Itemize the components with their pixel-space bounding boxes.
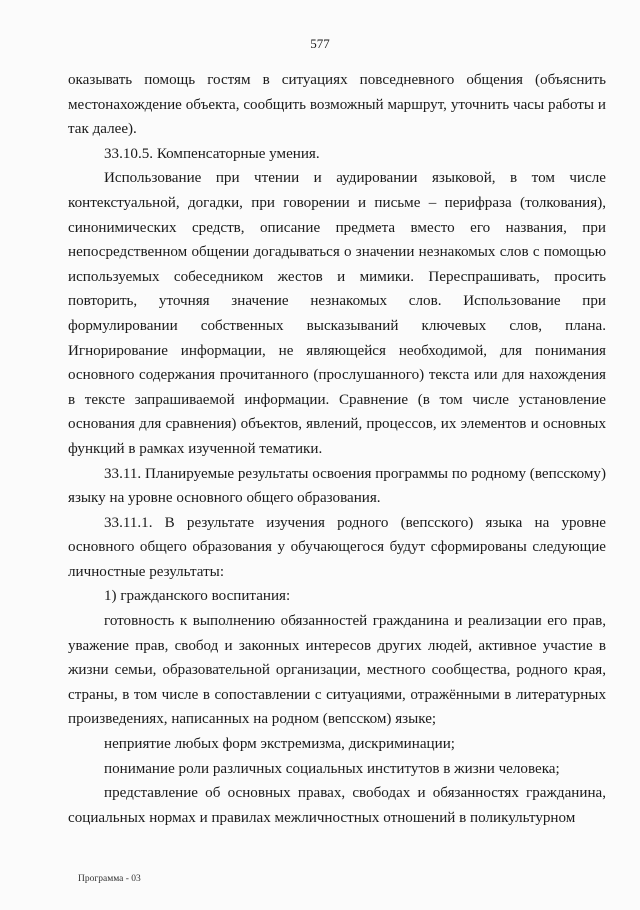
paragraph: неприятие любых форм экстремизма, дискриминации; [104,736,455,753]
paragraph: готовность к выполнению обязанностей гражданина и реализации его прав, уважение прав, свобод и законных интересов других людей, активное участие в жизни семьи, образовательной организации, местного сообщества, родного края, страны, в том числе в сопоставлении с ситуациями, отражёнными в литературных произведениях, написанных на родном (вепсском) языке; [68,613,606,728]
footer-label: Программа - 03 [78,874,141,884]
section-heading: 33.10.5. Компенсаторные умения. [104,145,320,162]
paragraph: Использование при чтении и аудировании языковой, в том числе контекстуальной, догадки, при говорении и письме – перифраза (толкования), синонимических средств, описание предмета вместо его названия, при непосредственном общении догадываться о значении незнакомых слов с помощью используемых собеседником жестов и мимики. Переспрашивать, просить повторить, уточняя значение незнакомых слов. Использование при формулировании собственных высказываний ключевых слов, плана. Игнорирование информации, не являющейся необходимой, для понимания основного содержания прочитанного (прослушанного) текста или для нахождения в тексте запрашиваемой информации. Сравнение (в том числе установление основания для сравнения) объектов, явлений, процессов, их элементов и основных функций в рамках изученной тематики. [68,170,606,457]
page-number: 577 [310,36,330,51]
paragraph: понимание роли различных социальных институтов в жизни человека; [104,760,560,777]
document-body [68,68,606,830]
paragraph: 33.11.1. В результате изучения родного (вепсского) языка на уровне основного общего образования у обучающегося будут сформированы следующие личностные результаты: [68,514,606,580]
section-heading: 33.11. Планируемые результаты освоения программы по родному (вепсскому) языку на уровне основного общего образования. [68,465,606,507]
paragraph: представление об основных правах, свободах и обязанностях гражданина, социальных нормах и правилах межличностных отношений в поликультурном [68,785,606,826]
list-heading: 1) гражданского воспитания: [104,588,291,605]
paragraph: оказывать помощь гостям в ситуациях повседневного общения (объяснить местонахождение объекта, сообщить возможный маршрут, уточнить часы работы и так далее). [68,72,606,138]
